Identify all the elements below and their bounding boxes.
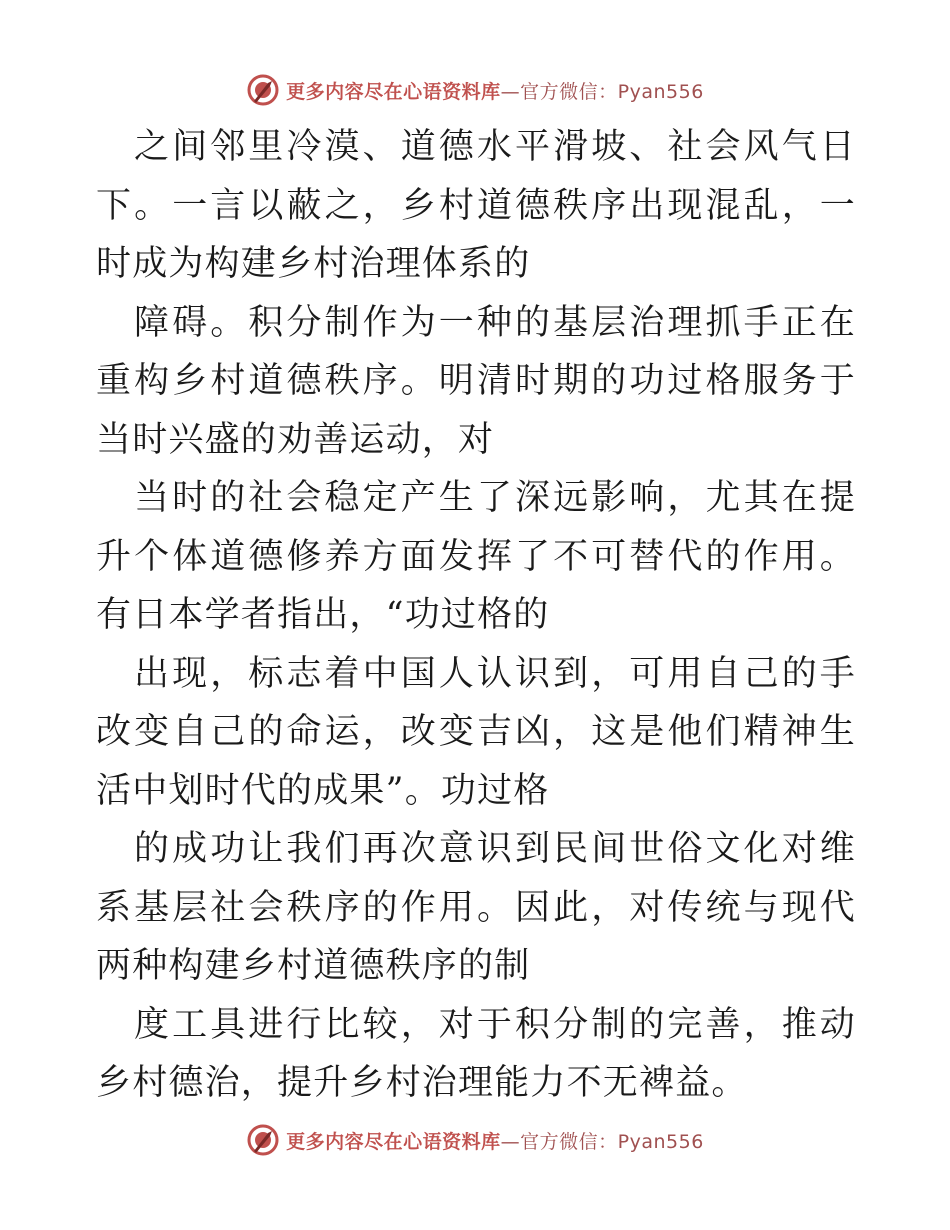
paragraph: 出现，标志着中国人认识到，可用自己的手改变自己的命运，改变吉凶，这是他们精神生活中划时代的成果”。功过格 — [96, 653, 856, 811]
paragraph: 度工具进行比较，对于积分制的完善，推动乡村德治，提升乡村治理能力不无裨益。 — [96, 1004, 856, 1103]
watermark-text: 更多内容尽在心语资料库—官方微信：Pyan556 — [286, 80, 704, 103]
document-body — [96, 118, 856, 1113]
paragraph: 障碍。积分制作为一种的基层治理抓手正在重构乡村道德秩序。明清时期的功过格服务于当时兴盛的劝善运动，对 — [96, 302, 856, 460]
paragraph: 之间邻里冷漠、道德水平滑坡、社会风气日下。一言以蔽之，乡村道德秩序出现混乱，一时成为构建乡村治理体系的 — [96, 127, 856, 284]
footer-watermark — [0, 1120, 950, 1160]
paragraph: 的成功让我们再次意识到民间世俗文化对维系基层社会秩序的作用。因此，对传统与现代两种构建乡村道德秩序的制 — [96, 829, 856, 986]
paragraph: 当时的社会稳定产生了深远影响，尤其在提升个体道德修养方面发挥了不可替代的作用。有日本学者指出，“功过格的 — [96, 478, 856, 635]
quill-pen-logo-icon — [246, 73, 280, 107]
header-watermark — [0, 70, 950, 110]
quill-pen-logo-icon — [246, 1123, 280, 1157]
watermark-text: 更多内容尽在心语资料库—官方微信：Pyan556 — [286, 1130, 704, 1153]
